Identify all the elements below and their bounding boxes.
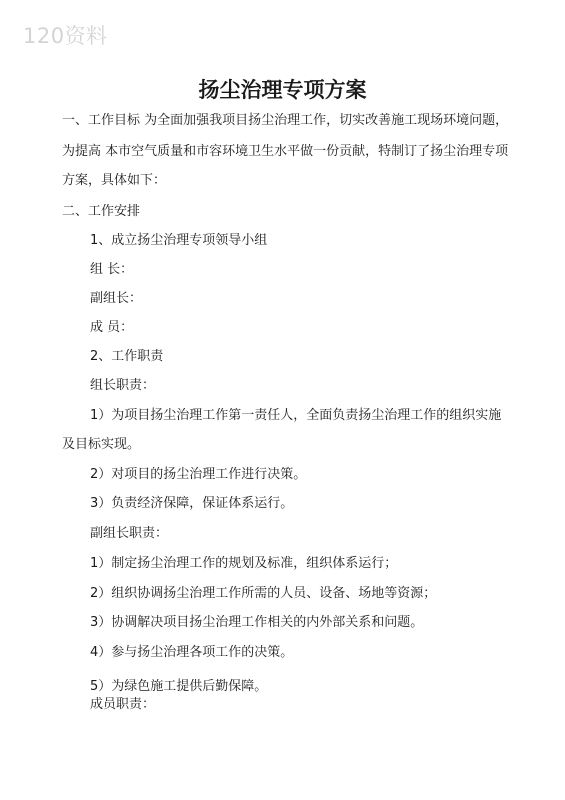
duties-heading: 副组长职责： (90, 526, 169, 541)
list-item: 3）负责经济保障，保证体系运行。 (90, 496, 294, 511)
list-item-continuation: 及目标实现。 (62, 437, 141, 452)
list-item: 1）制定扬尘治理工作的规划及标准，组织体系运行； (90, 556, 398, 571)
paragraph-line: 方案，具体如下： (62, 173, 167, 188)
duties-heading: 组长职责： (90, 378, 156, 393)
list-item: 2）对项目的扬尘治理工作进行决策。 (90, 467, 307, 482)
page-title: 扬尘治理专项方案 (198, 78, 367, 102)
deputy-label: 副组长： (90, 291, 143, 306)
list-item: 1）为项目扬尘治理工作第一责任人，全面负责扬尘治理工作的组织实施 (90, 408, 502, 423)
list-item: 3）协调解决项目扬尘治理工作相关的内外部关系和问题。 (90, 615, 424, 630)
subsection-heading: 1、成立扬尘治理专项领导小组 (90, 233, 268, 248)
paragraph-line: 一、工作目标 为全面加强我项目扬尘治理工作，切实改善施工现场环境问题， (62, 113, 509, 128)
list-item: 2）组织协调扬尘治理工作所需的人员、设备、场地等资源； (90, 586, 437, 601)
watermark: 120资料 (23, 24, 108, 48)
leader-label: 组 长： (90, 262, 134, 277)
section-heading: 二、工作安排 (62, 204, 141, 219)
subsection-heading: 2、工作职责 (90, 349, 164, 364)
duties-heading: 成员职责： (90, 697, 156, 712)
paragraph-line: 为提高 本市空气质量和市容环境卫生水平做一份贡献，特制订了扬尘治理专项 (62, 144, 509, 159)
members-label: 成 员： (90, 320, 134, 335)
list-item: 4）参与扬尘治理各项工作的决策。 (90, 645, 294, 660)
list-item: 5）为绿色施工提供后勤保障。 (90, 679, 268, 694)
